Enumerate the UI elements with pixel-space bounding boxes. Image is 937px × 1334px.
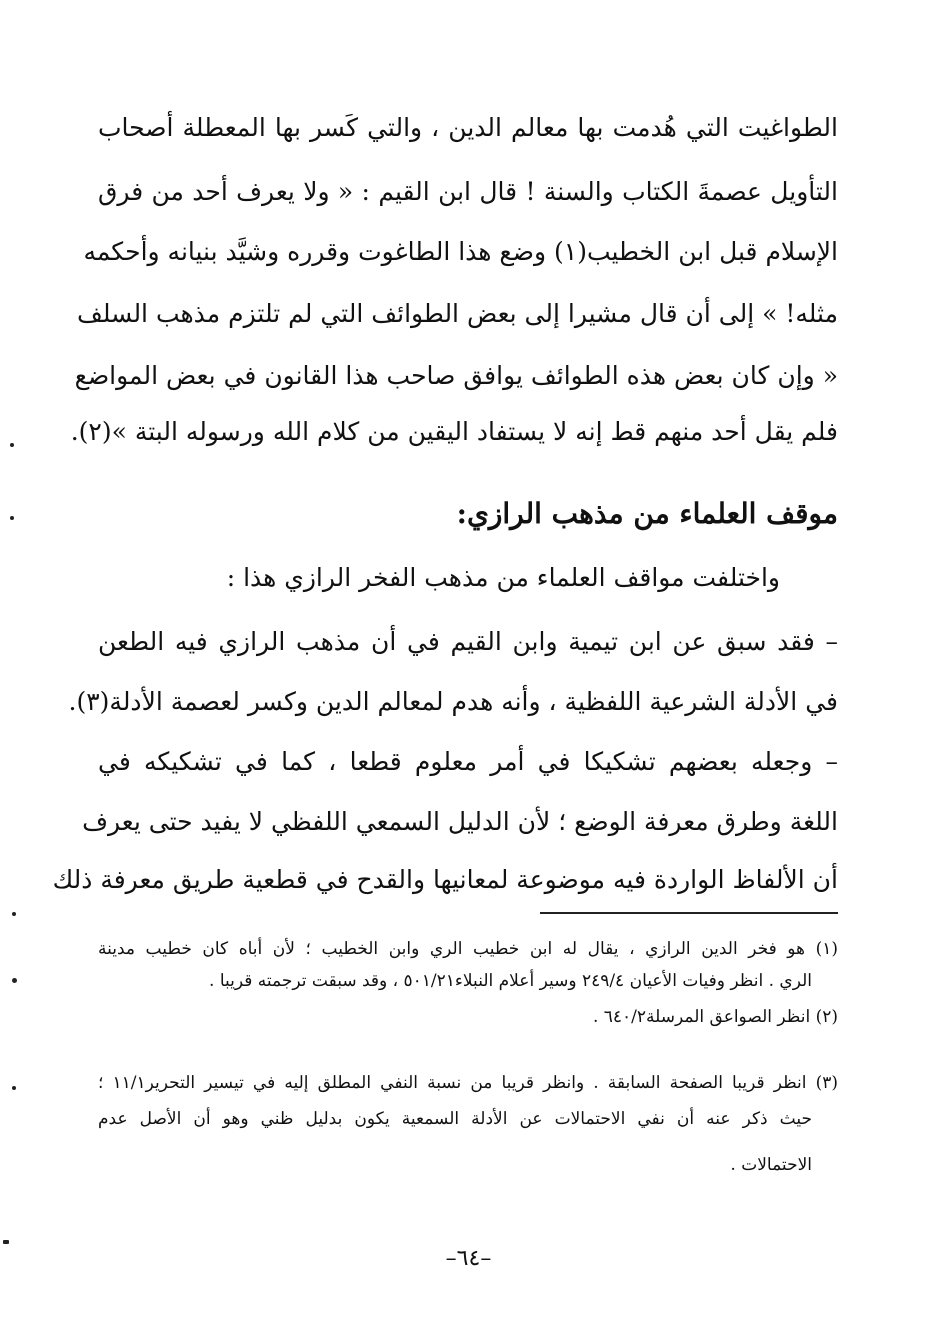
- body-line-6: فلم يقل أحد منهم قط إنه لا يستفاد اليقين من كلام الله ورسوله البتة »(٢).: [70, 417, 838, 446]
- body-line-5: « وإن كان بعض هذه الطوائف يوافق صاحب هذا القانون في بعض المواضع: [74, 361, 838, 390]
- section-line-5: اللغة وطرق معرفة الوضع ؛ لأن الدليل السمعي اللفظي لا يفيد حتى يعرف: [82, 807, 838, 836]
- section-line-2: – فقد سبق عن ابن تيمية وابن القيم في أن مذهب الرازي فيه الطعن: [98, 627, 838, 656]
- scan-speck: [12, 1086, 16, 1090]
- scan-speck: [12, 912, 16, 916]
- body-line-3: الإسلام قبل ابن الخطيب(١) وضع هذا الطاغوت وقرره وشيَّد بنيانه وأحكمه: [83, 237, 838, 266]
- section-line-6: أن الألفاظ الواردة فيه موضوعة لمعانيها والقدح في قطعية طريق معرفة ذلك: [52, 865, 838, 894]
- section-line-3: في الأدلة الشرعية اللفظية ، وأنه هدم لمعالم الدين وكسر لعصمة الأدلة(٣).: [68, 687, 838, 716]
- footnote-3-line-2: حيث ذكر عنه أن نفي الاحتمالات عن الأدلة السمعية يكون بدليل ظني وهو أن الأصل عدم: [98, 1109, 812, 1129]
- body-line-2: التأويل عصمةَ الكتاب والسنة ! قال ابن القيم : « ولا يعرف أحد من فرق: [98, 177, 838, 206]
- footnote-3-line-1: (٣) انظر قريبا الصفحة السابقة . وانظر قريبا من نسبة النفي المطلق إليه في تيسير التحرير١١/١ ؛: [98, 1073, 839, 1093]
- body-line-1: الطواغيت التي هُدمت بها معالم الدين ، والتي كَسر بها المعطلة أصحاب: [98, 113, 838, 142]
- footnote-1-line-1: (١) هو فخر الدين الرازي ، يقال له ابن خطيب الري وابن الخطيب ؛ لأن أباه كان خطيب مدينة: [98, 939, 838, 959]
- footnote-3-line-3: الاحتمالات .: [730, 1155, 812, 1175]
- scan-speck: [10, 516, 14, 520]
- section-heading: موقف العلماء من مذهب الرازي:: [456, 497, 838, 530]
- page-number: –٦٤–: [445, 1246, 492, 1271]
- footnote-separator: [540, 912, 838, 914]
- scan-speck: [3, 1240, 9, 1244]
- footnote-1-line-2: الري . انظر وفيات الأعيان ٢٤٩/٤ وسير أعلام النبلاء٥٠١/٢١ ، وقد سبقت ترجمته قريبا .: [209, 971, 812, 991]
- body-line-4: مثله! » إلى أن قال مشيرا إلى بعض الطوائف التي لم تلتزم مذهب السلف: [76, 299, 838, 328]
- section-line-1: واختلفت مواقف العلماء من مذهب الفخر الرازي هذا :: [226, 563, 780, 592]
- section-line-4: – وجعله بعضهم تشكيكا في أمر معلوم قطعا ، كما في تشكيكه في: [98, 747, 838, 776]
- scan-speck: [12, 978, 17, 983]
- scan-speck: [10, 443, 14, 447]
- footnote-2: (٢) انظر الصواعق المرسلة٦٤٠/٢ .: [592, 1007, 838, 1027]
